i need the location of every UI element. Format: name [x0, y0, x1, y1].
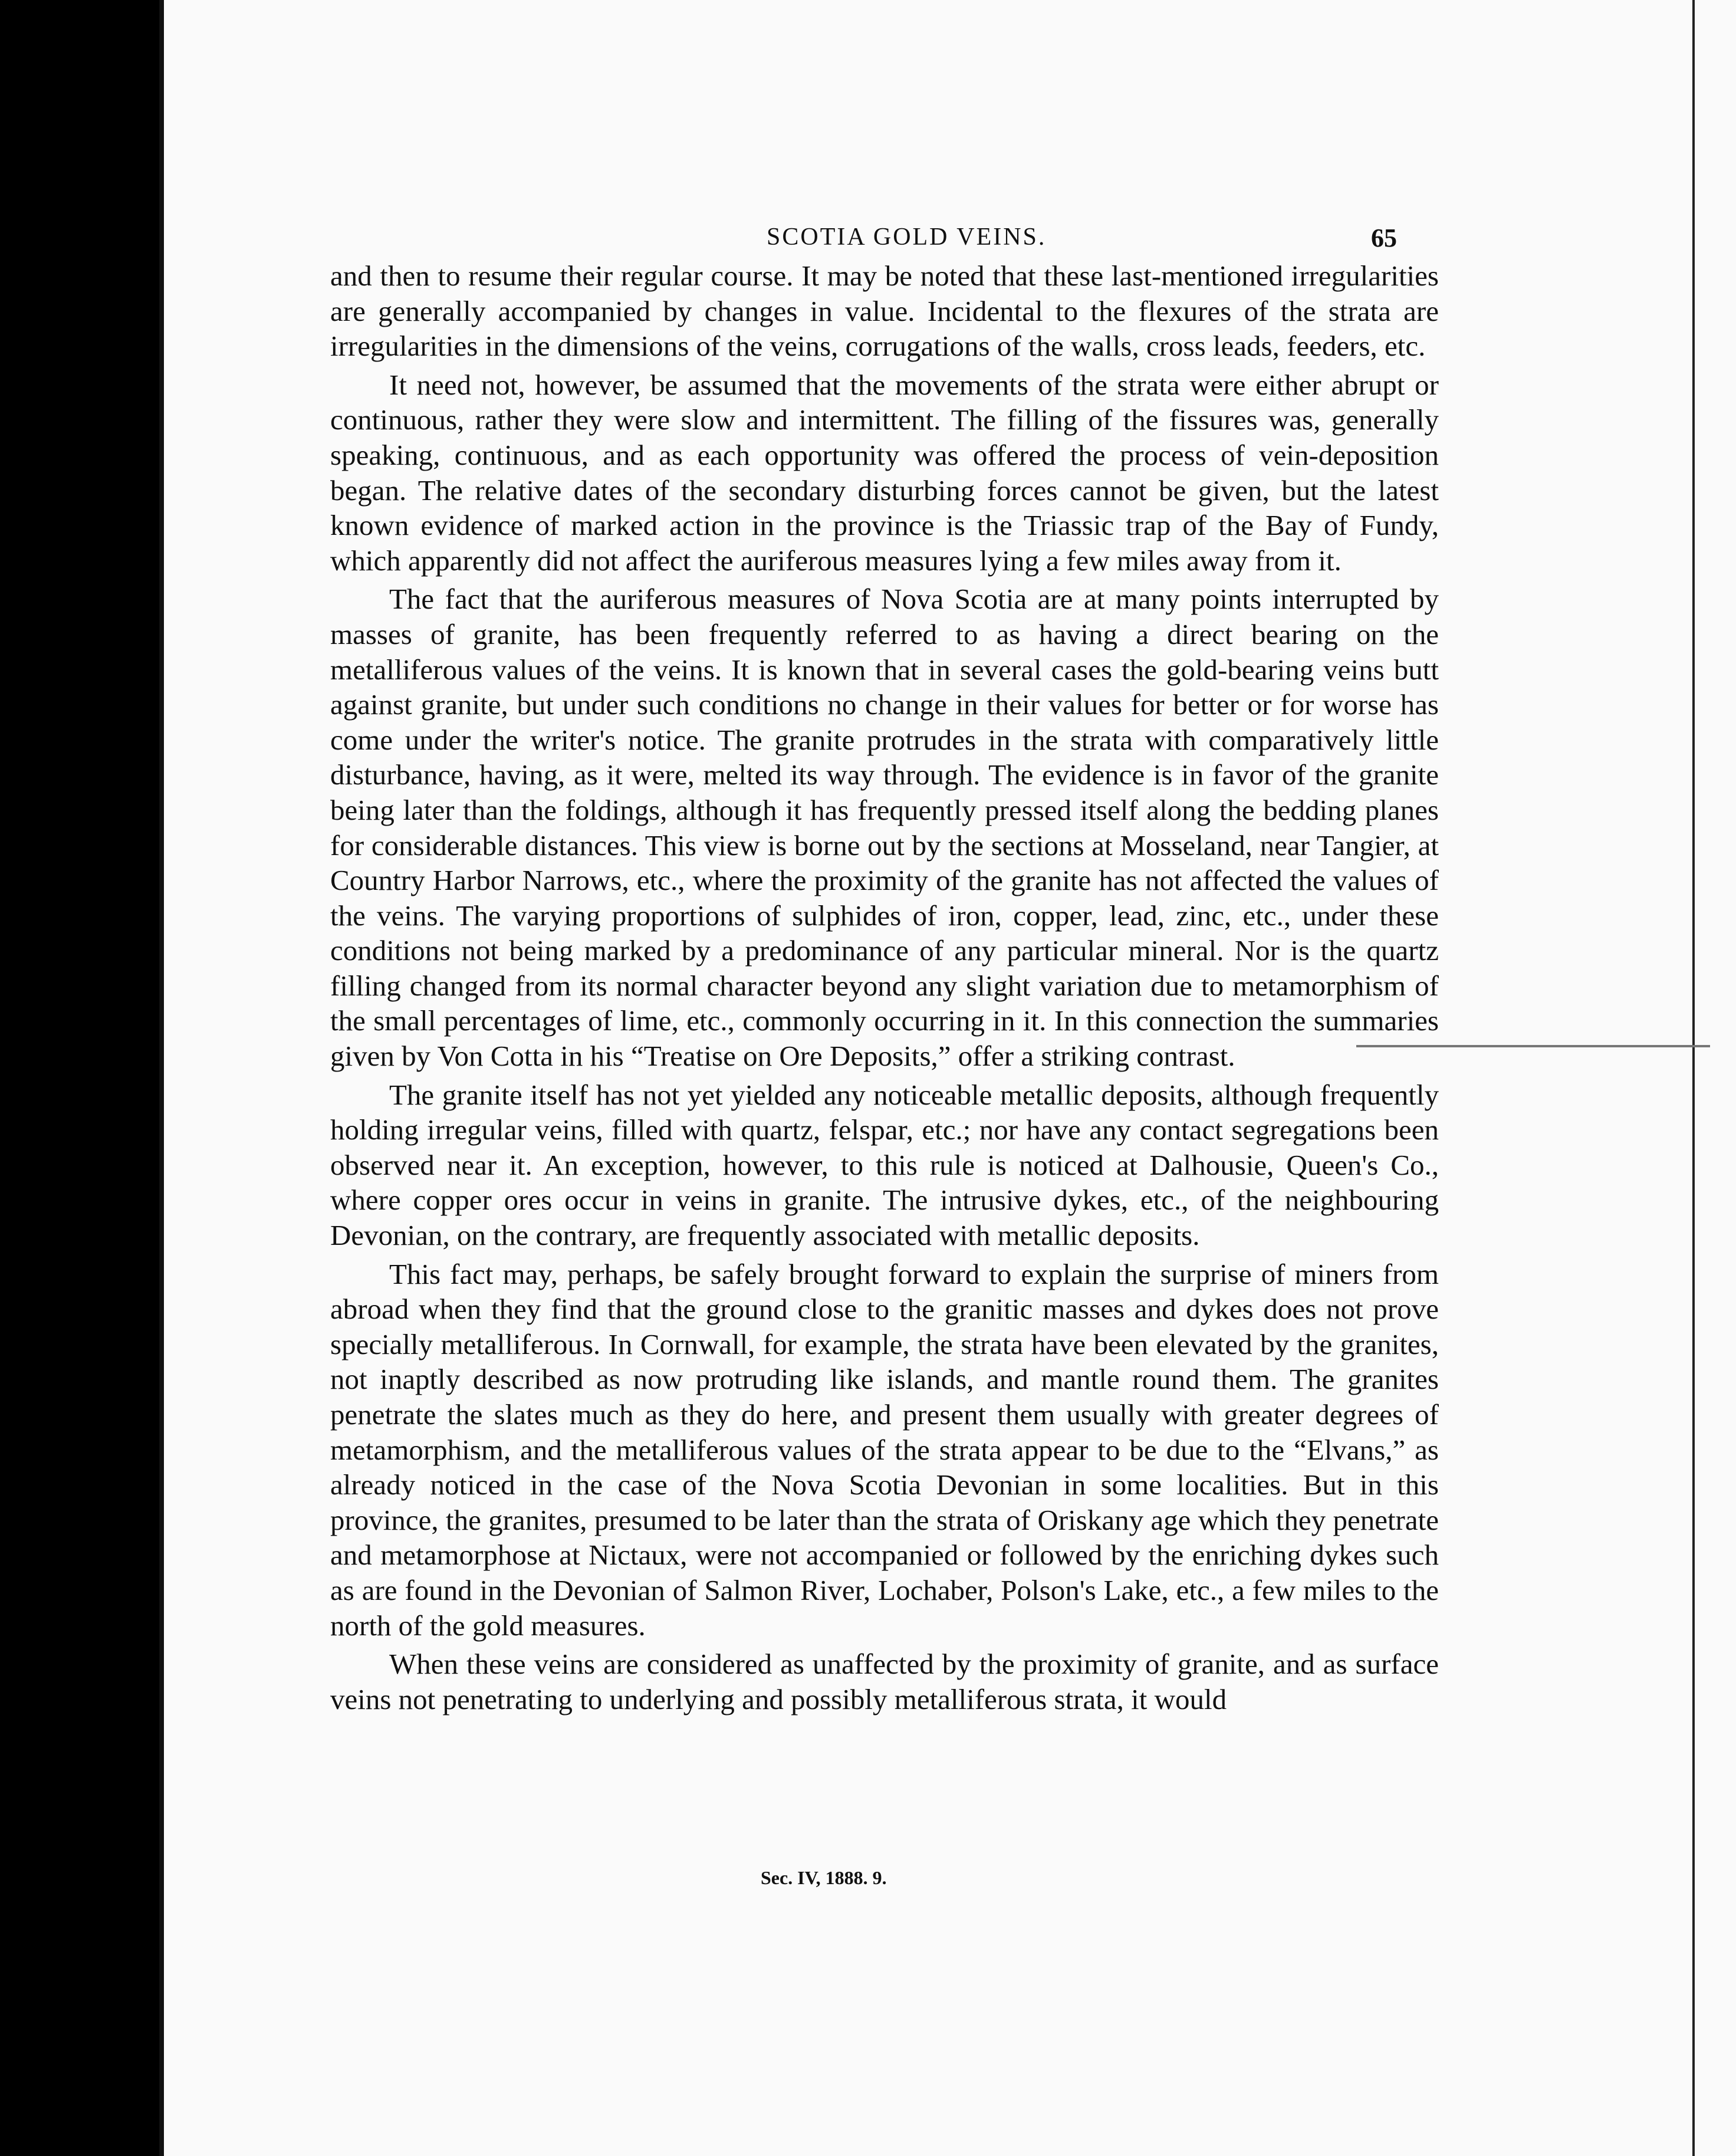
page-edge	[1692, 0, 1695, 2156]
paragraph: When these veins are considered as unaffected by the proximity of granite, and as surface veins not penetrating to underlying and possibly metalliferous strata, it would	[330, 1648, 1439, 1715]
paragraph: and then to resume their regular course. It may be noted that these last-mentioned irregularities are generally accompanied by changes in value. Incidental to the flexures of the strata are irregularities in the dimensions of the veins, corrugations of the walls, cross leads, feeders, etc.	[330, 259, 1439, 363]
signature-mark: Sec. IV, 1888. 9.	[761, 1867, 887, 1888]
running-title: SCOTIA GOLD VEINS.	[767, 224, 1047, 251]
body-text	[330, 258, 1439, 1720]
binding-edge	[159, 0, 164, 2156]
page-number: 65	[1371, 224, 1397, 252]
paragraph: It need not, however, be assumed that the movements of the strata were either abrupt or continuous, rather they were slow and intermittent. The filling of the fissures was, generally speaking, continuous, and as each opportunity was offered the process of vein-deposition began. The relative dates of the secondary disturbing forces cannot be given, but the latest known evidence of marked action in the province is the Triassic trap of the Bay of Fundy, which apparently did not affect the auriferous measures lying a few miles away from it.	[330, 368, 1439, 577]
paragraph: The granite itself has not yet yielded any noticeable metallic deposits, although frequently holding irregular veins, filled with quartz, felspar, etc.; nor have any contact segregations been observed near it. An exception, however, to this rule is noticed at Dalhousie, Queen's Co., where copper ores occur in veins in granite. The intrusive dykes, etc., of the neighbouring Devonian, on the contrary, are frequently associated with metallic deposits.	[330, 1078, 1439, 1252]
paragraph: This fact may, perhaps, be safely brought forward to explain the surprise of miners from abroad when they find that the ground close to the granitic masses and dykes does not prove specially metalliferous. In Cornwall, for example, the strata have been elevated by the granites, not inaptly described as now protruding like islands, and mantle round them. The granites penetrate the slates much as they do here, and present them usually with greater degrees of metamorphism, and the metalliferous values of the strata appear to be due to the “Elvans,” as already noticed in the case of the Nova Scotia Devonian in some localities. But in this province, the granites, presumed to be later than the strata of Oriskany age which they penetrate and metamorphose at Nictaux, were not accompanied or followed by the enriching dykes such as are found in the Devonian of Salmon River, Lochaber, Polson's Lake, etc., a few miles to the north of the gold measures.	[330, 1257, 1439, 1642]
paragraph: The fact that the auriferous measures of Nova Scotia are at many points interrupted by masses of granite, has been frequently referred to as having a direct bearing on the metalliferous values of the veins. It is known that in several cases the gold-bearing veins butt against granite, but under such conditions no change in their values for better or for worse has come under the writer's notice. The granite protrudes in the strata with comparatively little disturbance, having, as it were, melted its way through. The evidence is in favor of the granite being later than the foldings, although it has frequently pressed itself along the bedding planes for considerable distances. This view is borne out by the sections at Mosseland, near Tangier, at Country Harbor Narrows, etc., where the proximity of the granite has not affected the values of the veins. The varying proportions of sulphides of iron, copper, lead, zinc, etc., under these conditions not being marked by a predominance of any particular mineral. Nor is the quartz filling changed from its normal character beyond any slight variation due to metamorphism of the small percentages of lime, etc., commonly occurring in it. In this connection the summaries given by Von Cotta in his “Treatise on Ore Deposits,” offer a striking contrast.	[330, 583, 1439, 1073]
